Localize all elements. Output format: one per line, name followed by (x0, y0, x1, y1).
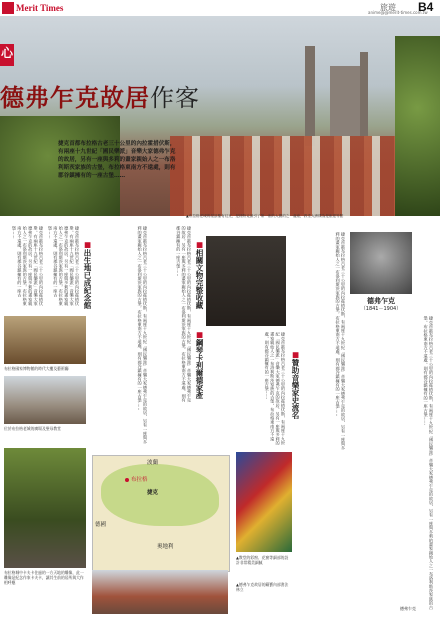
heading-birthplace: ■出生地已成紀念館 (83, 240, 92, 309)
body-text-2: 捷克首都布拉格古老三十公里的內拉霍措伏斯，有兩座十九世紀「國民樂派」音樂大家德弗乍克的故居，另有一座與多莉的畫家親始人之一布洛利斯茨家族的古堡，布拉格東南方不遠處，則有郡谷鎮擁有的一座古堡…… (47, 226, 80, 306)
caption-square: 位於布拉格老城的廣場及聖母教堂 (4, 426, 61, 431)
heading-collection: ■相關文物完整收藏 (195, 240, 204, 309)
museum-interior-photo (4, 316, 86, 364)
body-text-7: 捷克首都布拉格古老三十公里的內拉霍措伏斯，有兩座十九世紀「國民樂派」音樂大家德弗乍克的故居，另有一座與多莉的畫家親始人之一布洛利斯茨家族的古堡，布拉格東南方不遠處，則有郡谷鎮擁有的一座古堡…… (423, 316, 434, 610)
intro-text: 捷克首都布拉格古老三十公里的內拉霍措伏斯，有兩座十九世紀「國民樂派」音樂大家德弗乍克的故居，另有一座與多莉的畫家親始人之一布洛利斯茨家族的古堡，布拉格東南方不遠處，則有郡谷鎮擁有的一座古堡…… (58, 141, 176, 179)
author-credit: 德弗乍克 (400, 606, 416, 611)
prague-marker-icon (125, 478, 129, 482)
square-photo (4, 376, 86, 424)
church-tower (305, 46, 315, 146)
page-title (0, 78, 200, 113)
prague-skyline-photo (92, 570, 228, 614)
body-text-4: 捷克首都布拉格古老三十公里的內拉霍措伏斯，有兩座十九世紀「國民樂派」音樂大家德弗乍克的故居，另有一座與多莉的畫家親始人之一布洛利斯茨家族的古堡，布拉格東南方不遠處，則有郡谷鎮擁有的一座古堡…… (176, 226, 192, 402)
newspaper-logo-icon (2, 2, 14, 14)
title-suffix: 作客 (150, 86, 200, 112)
brand-name: Merit Times (16, 3, 64, 13)
caption-kafka: 布拉格城中卡夫卡住過的一方天地的雕像，此一雕像是紀念作家卡夫卡，讓其生前的居所與大作相呼應 (4, 570, 84, 585)
musician-photo (206, 236, 286, 326)
hero-photo (0, 16, 440, 216)
kafka-statue-photo (4, 448, 86, 568)
church-tower-2 (360, 52, 368, 136)
body-text-1: 捷克首都布拉格古老三十公里的內拉霍措伏斯，有兩座十九世紀「國民樂派」音樂大家德弗乍克的故居，另有一座與多莉的畫家親始人之一布洛利斯茨家族的古堡，布拉格東南方不遠處，則有郡谷鎮擁有的一座古堡…… (11, 226, 44, 306)
body-text-5: 捷克首都布拉格古老三十公里的內拉霍措伏斯，有兩座十九世紀「國民樂派」音樂大家德弗乍克的故居，另有一座與多莉的畫家親始人之一布洛利斯茨家族的古堡，布拉格東南方不遠處，則有郡谷鎮擁有的一座古堡…… (264, 332, 286, 446)
site-url: anime@@merit-times.com.tw (368, 10, 428, 15)
title-main: 德弗乍克故居 (0, 86, 150, 112)
hero-caption: ▲布拉格老城的屋頂覆有紅瓦，是捷特克最引了第一座的大國的之一處座，教堂大洲樣為是座建等點 (186, 214, 344, 218)
tree-right (395, 36, 440, 216)
map-label-austria: 奧地利 (157, 544, 174, 550)
map-label-czech: 捷克 (147, 490, 159, 496)
map-label-prague: 布拉格 (131, 477, 148, 483)
portrait-years: （1841－1904） (360, 306, 402, 312)
section-label: 旅遊 (380, 3, 396, 12)
caption-museum: 布拉格國家博物館的時代大樓及藝術廳 (4, 366, 69, 371)
church-dome (330, 66, 360, 136)
heading-heritage: ■鋼琴卡利爾德家產 (195, 330, 204, 399)
czech-map (92, 455, 230, 572)
caption-residence: ▲德弗乍克故居的藏寶內部書法林立 (236, 582, 289, 592)
side-mark: 心 (0, 44, 14, 66)
dvorak-portrait (350, 232, 412, 294)
map-label-poland: 波蘭 (147, 460, 159, 466)
body-text-6: 捷克首都布拉格古老三十公里的內拉霍措伏斯，有兩座十九世紀「國民樂派」音樂大家德弗乍克的故居，另有一座與多莉的畫家親始人之一布洛利斯茨家族的古堡，布拉格東南方不遠處，則有郡谷鎮擁有的一座古堡…… (335, 232, 346, 450)
map-label-germany: 德國 (95, 522, 107, 528)
heading-sponsor: ■贊助音樂家史流名 (291, 350, 300, 419)
stained-glass-photo (236, 452, 292, 552)
czech-region (101, 464, 219, 526)
portrait-name: 德弗乍克 (367, 297, 395, 305)
body-text-3: 捷克首都布拉格古老三十公里的內拉霍措伏斯，有兩座十九世紀「國民樂派」音樂大家德弗乍克的故居，另有一座與多莉的畫家親始人之一布洛利斯茨家族的古堡，布拉格東南方不遠處，則有郡谷鎮擁有的一座古堡…… (137, 226, 148, 444)
caption-glass: ▲教堂的彩窗、花窗等細部的設計非常精美細膩 (236, 555, 289, 565)
page-number: B4 (418, 0, 434, 14)
